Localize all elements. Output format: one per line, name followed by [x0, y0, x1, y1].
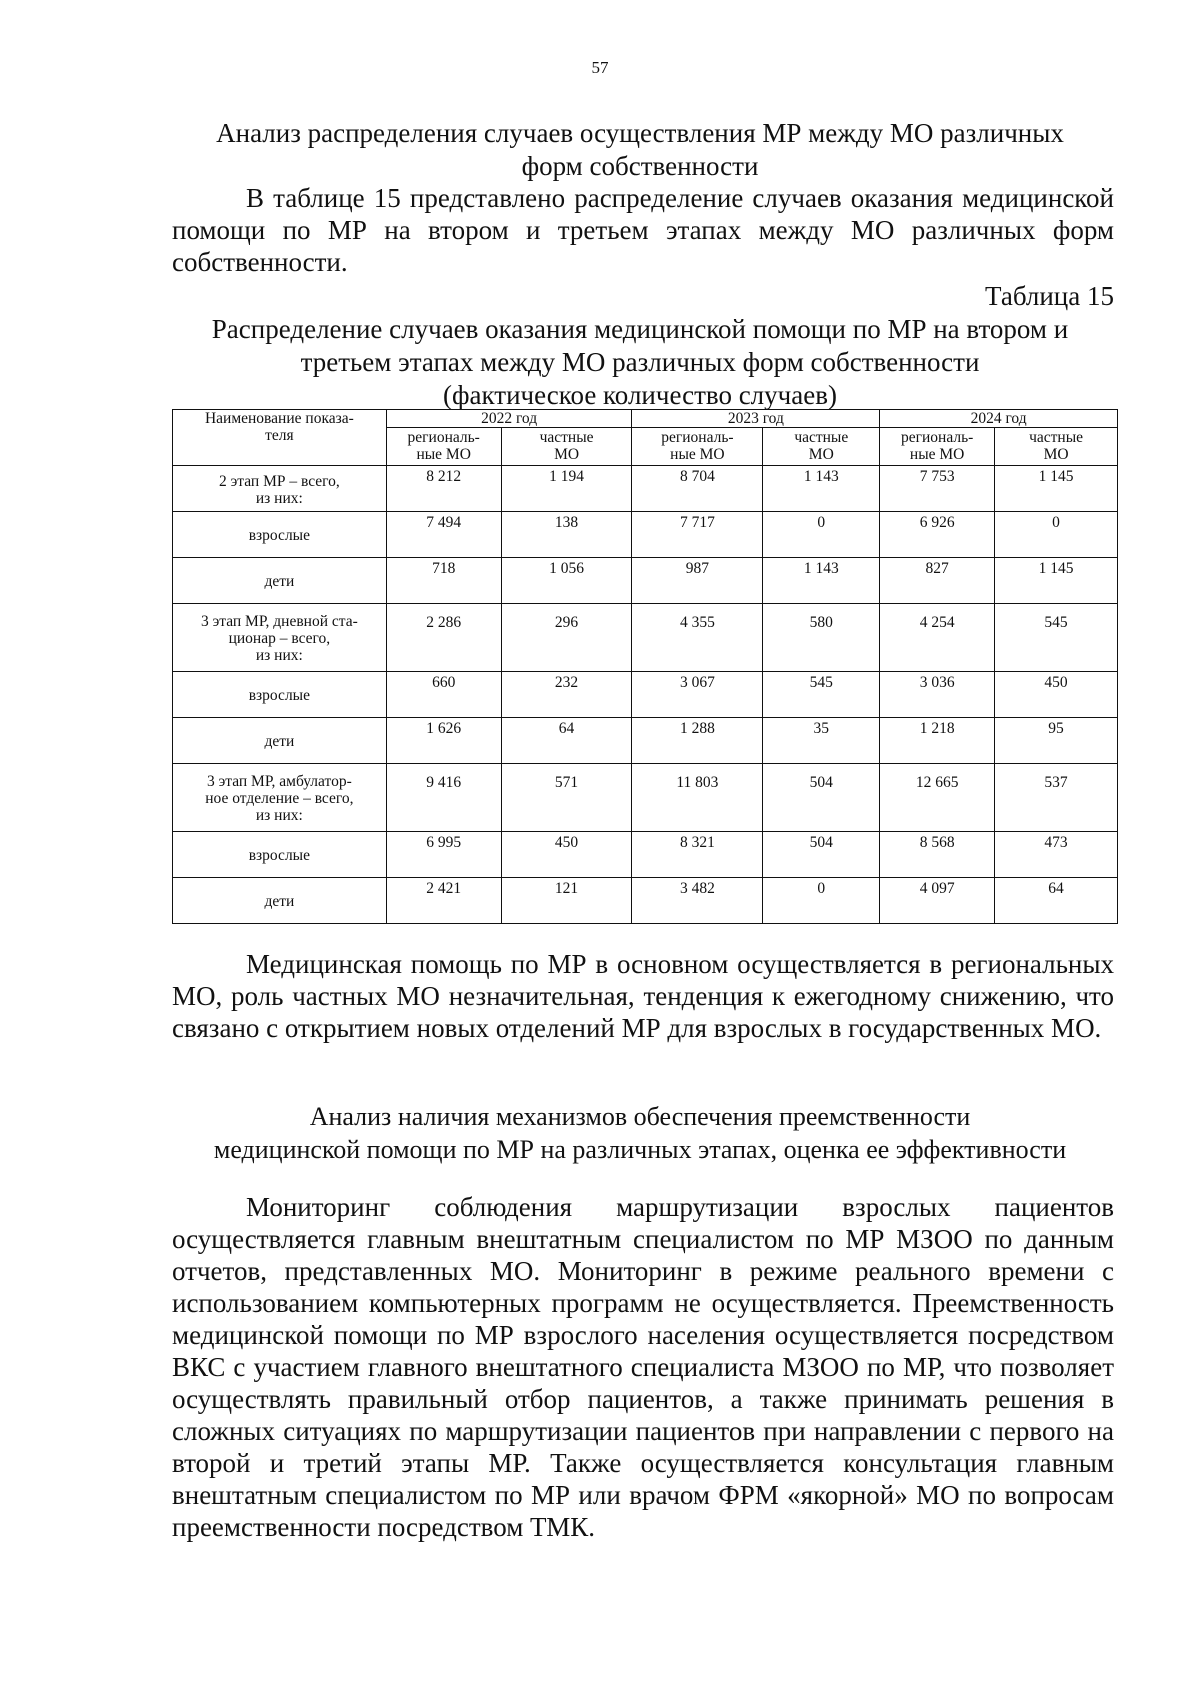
- private-value-cell: 571: [501, 764, 632, 832]
- header-text: региональ-: [661, 429, 734, 446]
- indicator-header: [173, 410, 387, 466]
- private-value-cell: 1 143: [763, 466, 880, 512]
- row-label: [173, 878, 387, 924]
- private-value-cell: 35: [763, 718, 880, 764]
- regional-value-cell: 2 421: [386, 878, 501, 924]
- heading-line: Анализ наличия механизмов обеспечения преемственности: [309, 1102, 971, 1131]
- private-value-cell: 450: [995, 672, 1118, 718]
- regional-value-cell: 8 568: [880, 832, 995, 878]
- private-value-cell: 296: [501, 604, 632, 672]
- private-value-cell: 545: [995, 604, 1118, 672]
- row-label: [173, 764, 387, 832]
- row-label-line: взрослые: [248, 847, 310, 864]
- regional-value-cell: 1 218: [880, 718, 995, 764]
- row-label-line: дети: [264, 893, 295, 910]
- row-label-line: ционар – всего,: [228, 630, 331, 647]
- header-text: МО: [554, 446, 580, 463]
- regional-value-cell: 4 254: [880, 604, 995, 672]
- private-value-cell: 121: [501, 878, 632, 924]
- regional-value-cell: 660: [386, 672, 501, 718]
- regional-value-cell: 3 036: [880, 672, 995, 718]
- regional-header: [386, 428, 501, 466]
- private-value-cell: 580: [763, 604, 880, 672]
- regional-value-cell: 1 288: [632, 718, 763, 764]
- table-row: [173, 558, 1118, 604]
- header-text: частные: [1029, 429, 1084, 446]
- private-value-cell: 64: [501, 718, 632, 764]
- row-label-line: 3 этап МР, дневной ста-: [200, 613, 358, 630]
- table-row: [173, 764, 1118, 832]
- row-label: [173, 832, 387, 878]
- distribution-table: [172, 409, 1118, 924]
- private-value-cell: 0: [995, 512, 1118, 558]
- regional-header: [632, 428, 763, 466]
- table-row: [173, 466, 1118, 512]
- regional-value-cell: 6 926: [880, 512, 995, 558]
- section-heading-distribution: [160, 117, 1120, 183]
- table-row: [173, 604, 1118, 672]
- regional-value-cell: 3 482: [632, 878, 763, 924]
- row-label-line: из них:: [255, 807, 303, 824]
- year-header: 2022 год: [386, 410, 632, 428]
- row-label-line: взрослые: [248, 527, 310, 544]
- table-row: [173, 718, 1118, 764]
- private-value-cell: 545: [763, 672, 880, 718]
- private-value-cell: 504: [763, 764, 880, 832]
- private-header: [995, 428, 1118, 466]
- year-header: 2023 год: [632, 410, 880, 428]
- intro-paragraph: В таблице 15 представлено распределение случаев оказания медицинской помощи по МР на втором и третьем этапах между МО различных форм собственности.: [172, 183, 1114, 277]
- year-header: 2024 год: [880, 410, 1118, 428]
- private-header: [763, 428, 880, 466]
- private-value-cell: 537: [995, 764, 1118, 832]
- table-title: [160, 313, 1120, 412]
- table-title-line: третьем этапах между МО различных форм собственности: [300, 347, 980, 377]
- private-value-cell: 1 145: [995, 466, 1118, 512]
- row-label-line: 2 этап МР – всего,: [218, 472, 340, 490]
- row-label: [173, 558, 387, 604]
- header-text: частные: [794, 429, 849, 446]
- private-value-cell: 504: [763, 832, 880, 878]
- private-value-cell: 1 145: [995, 558, 1118, 604]
- monitoring-paragraph: Мониторинг соблюдения маршрутизации взрослых пациентов осуществляется главным внештатным специалистом по МР МЗОО по данным отчетов, представленных МО. Мониторинг в режиме реального времени с использованием компьютерных программ не осуществляется. Преемственность медицинской помощи по МР взрослого населения осуществляется посредством ВКС с участием главного внештатного специалиста МЗОО по МР, что позволяет осуществлять правильный отбор пациентов, а также принимать решения в сложных ситуациях по маршрутизации пациентов при направлении с первого на второй и третий этапы МР. Также осуществляется консультация главным внештатным специалистом по МР или врачом ФРМ «якорной» МО по вопросам преемственности посредством ТМК.: [172, 1192, 1114, 1542]
- row-label: [173, 672, 387, 718]
- header-text: ные МО: [909, 446, 965, 463]
- header-text: Наименование показа-: [204, 410, 354, 427]
- row-label: [173, 718, 387, 764]
- row-label-line: дети: [264, 733, 295, 750]
- regional-value-cell: 987: [632, 558, 763, 604]
- private-value-cell: 0: [763, 878, 880, 924]
- heading-line: форм собственности: [521, 151, 759, 181]
- private-value-cell: 64: [995, 878, 1118, 924]
- private-header: [501, 428, 632, 466]
- regional-value-cell: 8 704: [632, 466, 763, 512]
- row-label-line: 3 этап МР, амбулатор-: [206, 773, 352, 790]
- page-number: 57: [591, 58, 609, 77]
- regional-value-cell: 8 212: [386, 466, 501, 512]
- private-value-cell: 138: [501, 512, 632, 558]
- regional-value-cell: 6 995: [386, 832, 501, 878]
- header-text: ные МО: [670, 446, 725, 463]
- regional-value-cell: 3 067: [632, 672, 763, 718]
- private-value-cell: 0: [763, 512, 880, 558]
- row-label: [173, 512, 387, 558]
- regional-value-cell: 9 416: [386, 764, 501, 832]
- header-text: региональ-: [407, 429, 480, 446]
- private-value-cell: 450: [501, 832, 632, 878]
- conclusion-paragraph: Медицинская помощь по МР в основном осуществляется в региональных МО, роль частных МО незначительная, тенденция к ежегодному снижению, что связано с открытием новых отделений МР для взрослых в государственных МО.: [172, 949, 1114, 1043]
- heading-line: Анализ распределения случаев осуществления МР между МО различных: [216, 118, 1064, 148]
- table-title-line: Распределение случаев оказания медицинской помощи по МР на втором и: [211, 314, 1069, 344]
- regional-value-cell: 4 355: [632, 604, 763, 672]
- header-text: МО: [808, 446, 834, 463]
- row-label-line: из них:: [255, 647, 303, 664]
- regional-value-cell: 8 321: [632, 832, 763, 878]
- regional-value-cell: 827: [880, 558, 995, 604]
- row-label: [173, 604, 387, 672]
- table-row: [173, 672, 1118, 718]
- regional-header: [880, 428, 995, 466]
- table-row: [173, 878, 1118, 924]
- regional-value-cell: 1 626: [386, 718, 501, 764]
- header-text: региональ-: [901, 429, 974, 446]
- row-label-line: дети: [264, 573, 295, 590]
- private-value-cell: 95: [995, 718, 1118, 764]
- private-value-cell: 473: [995, 832, 1118, 878]
- row-label-line: взрослые: [248, 687, 310, 704]
- header-text: МО: [1043, 446, 1069, 463]
- regional-value-cell: 12 665: [880, 764, 995, 832]
- row-label-line: ное отделение – всего,: [205, 790, 354, 807]
- regional-value-cell: 11 803: [632, 764, 763, 832]
- table-row: [173, 512, 1118, 558]
- regional-value-cell: 2 286: [386, 604, 501, 672]
- heading-line: медицинской помощи по МР на различных этапах, оценка ее эффективности: [213, 1135, 1067, 1164]
- table-label: Таблица 15: [985, 281, 1114, 311]
- regional-value-cell: 4 097: [880, 878, 995, 924]
- header-text: частные: [539, 429, 594, 446]
- private-value-cell: 1 143: [763, 558, 880, 604]
- private-value-cell: 232: [501, 672, 632, 718]
- regional-value-cell: 7 717: [632, 512, 763, 558]
- header-text: ные МО: [416, 446, 471, 463]
- regional-value-cell: 718: [386, 558, 501, 604]
- section-heading-continuity: [160, 1100, 1120, 1166]
- private-value-cell: 1 194: [501, 466, 632, 512]
- table-title-line: (фактическое количество случаев): [443, 380, 837, 410]
- regional-value-cell: 7 494: [386, 512, 501, 558]
- row-label-line: из них:: [255, 489, 303, 507]
- regional-value-cell: 7 753: [880, 466, 995, 512]
- header-text: теля: [265, 427, 294, 444]
- table-row: [173, 832, 1118, 878]
- private-value-cell: 1 056: [501, 558, 632, 604]
- row-label: [173, 466, 387, 512]
